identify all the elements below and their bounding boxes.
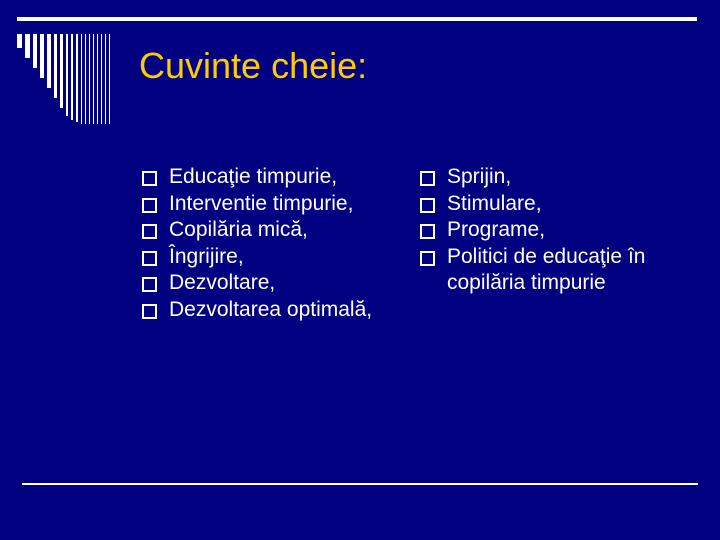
stripe <box>93 34 94 124</box>
stripe <box>71 34 73 120</box>
stripe <box>25 34 30 58</box>
list-item <box>142 164 402 191</box>
stripe <box>17 34 22 48</box>
list-item <box>142 191 402 218</box>
list-item <box>420 164 710 191</box>
square-bullet-icon <box>420 171 435 186</box>
list-item-text: Îngrijire, <box>169 244 244 268</box>
list-item-text: Politici de educaţie în copilăria timpurie <box>447 244 646 294</box>
list-item-text: Dezvoltare, <box>169 271 276 294</box>
stripe <box>60 34 63 108</box>
stripe <box>66 34 68 116</box>
square-bullet-icon <box>420 198 435 213</box>
slide-title: Cuvinte cheie: <box>139 45 368 86</box>
decorative-stripes <box>17 34 127 124</box>
square-bullet-icon <box>142 251 157 266</box>
list-item <box>142 297 402 324</box>
square-bullet-icon <box>142 224 157 239</box>
square-bullet-icon <box>420 224 435 239</box>
keyword-list-left <box>142 164 402 323</box>
list-item-text: Sprijin, <box>447 165 512 188</box>
keyword-list-right <box>420 164 710 297</box>
list-item <box>420 244 710 297</box>
stripe <box>81 34 82 124</box>
square-bullet-icon <box>142 304 157 319</box>
stripe <box>85 34 86 124</box>
list-item <box>420 217 710 244</box>
list-item-text: Interventie timpurie, <box>169 191 354 215</box>
stripe <box>109 34 110 124</box>
bottom-rule-divider <box>22 483 698 485</box>
square-bullet-icon <box>420 251 435 266</box>
stripe <box>33 34 37 68</box>
list-item-text: Copilăria mică, <box>169 218 308 241</box>
top-rule-divider <box>17 17 697 21</box>
square-bullet-icon <box>142 198 157 213</box>
stripe <box>54 34 57 98</box>
stripe <box>97 34 98 124</box>
list-item-text: Dezvoltarea optimală, <box>169 297 373 321</box>
list-item-text: Programe, <box>447 218 546 241</box>
square-bullet-icon <box>142 277 157 292</box>
stripe <box>89 34 90 124</box>
list-item-text: Stimulare, <box>447 191 542 215</box>
stripe <box>47 34 51 88</box>
stripe <box>101 34 102 124</box>
stripe <box>40 34 44 78</box>
list-item-text: Educaţie timpurie, <box>169 165 338 188</box>
list-item <box>142 270 402 297</box>
stripe <box>105 34 106 124</box>
square-bullet-icon <box>142 171 157 186</box>
list-item <box>142 244 402 271</box>
stripe <box>76 34 78 122</box>
list-item <box>142 217 402 244</box>
list-item <box>420 191 710 218</box>
